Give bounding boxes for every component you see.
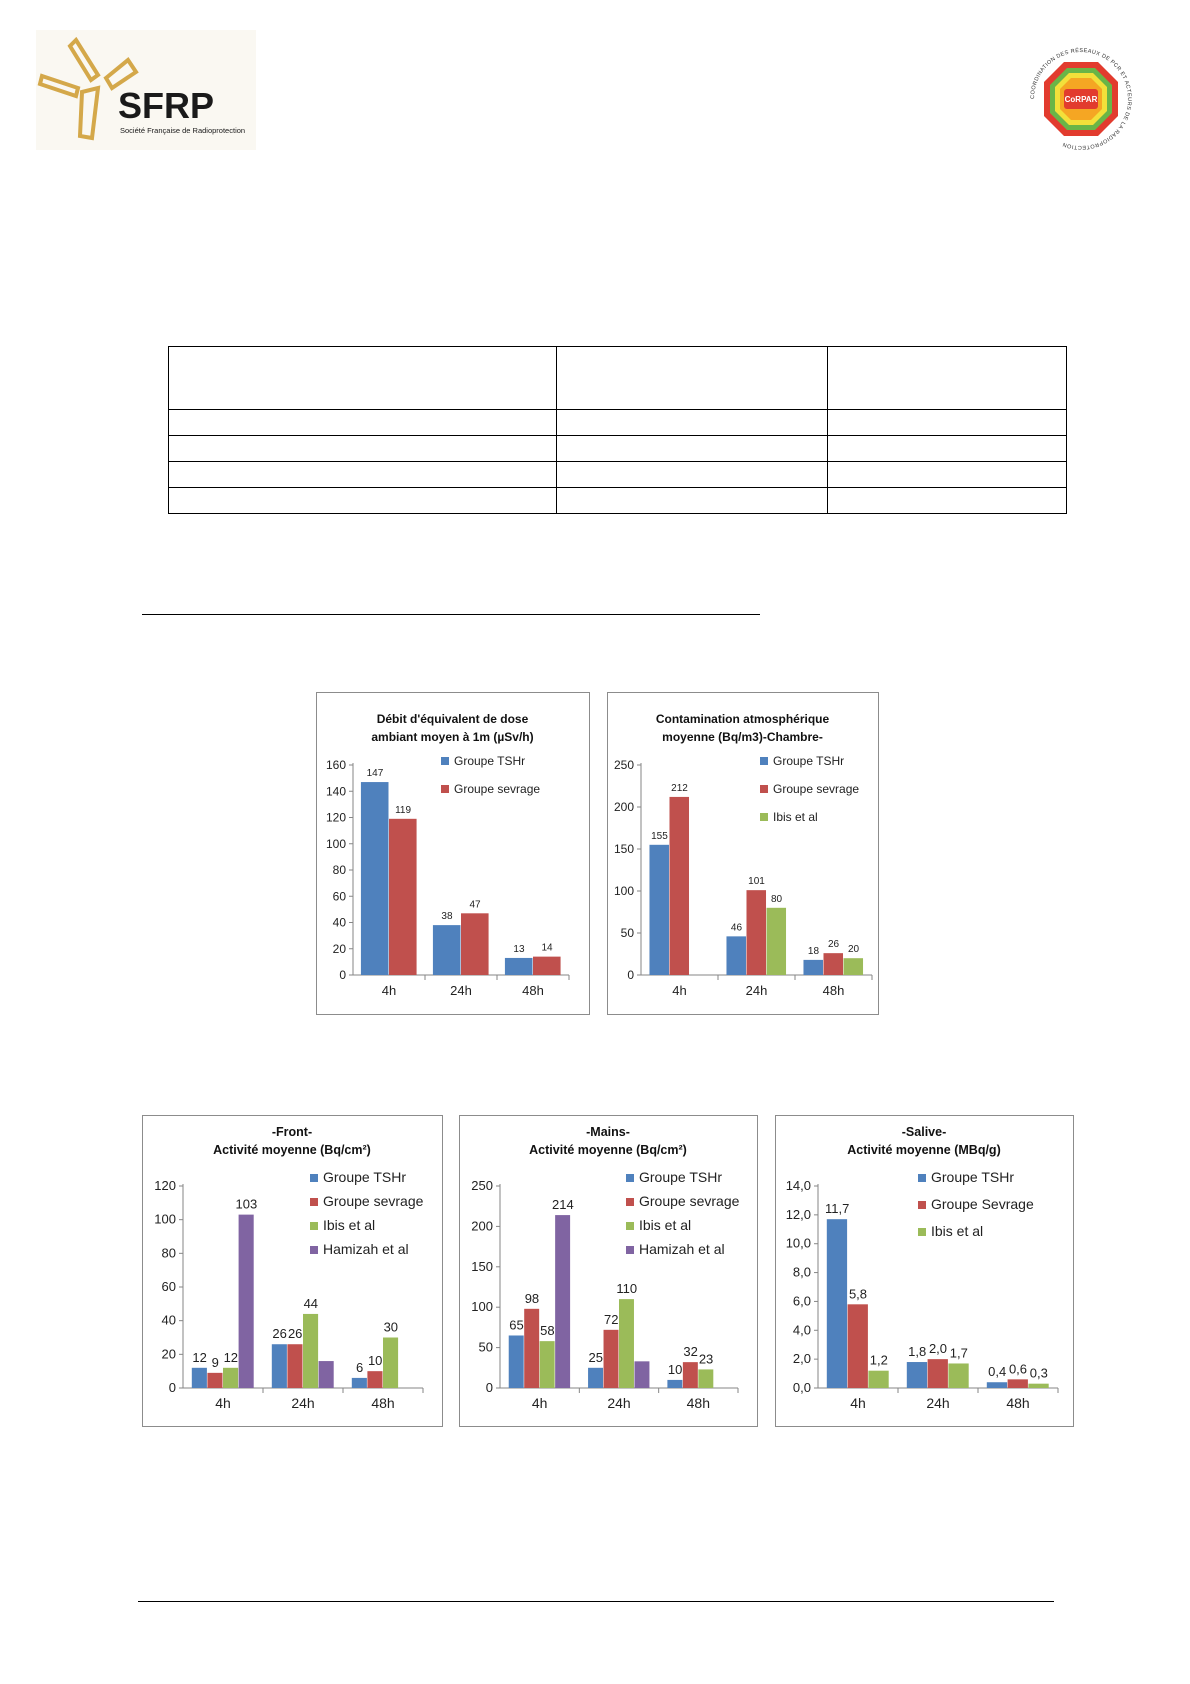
data-label: 119	[395, 804, 412, 816]
table-row	[169, 488, 1067, 514]
sfrp-logo-text: SFRP	[118, 85, 215, 126]
y-tick-label: 10,0	[785, 1235, 811, 1251]
data-label: 9	[211, 1354, 219, 1370]
legend-label: Groupe TSHr	[773, 754, 845, 768]
y-tick-label: 100	[613, 884, 634, 898]
bar	[361, 782, 389, 975]
legend-swatch	[760, 757, 768, 765]
bar	[726, 936, 746, 975]
y-tick-label: 0	[168, 1380, 176, 1395]
chart-title-line: -Front-	[271, 1125, 313, 1139]
legend-swatch	[918, 1228, 926, 1236]
chart-air-contamination-svg	[608, 693, 877, 1013]
bar	[848, 1304, 868, 1388]
chart-mains-svg	[460, 1116, 756, 1425]
data-label: 30	[383, 1319, 399, 1335]
data-label: 72	[604, 1311, 619, 1327]
chart-mains	[459, 1115, 758, 1427]
bar	[683, 1362, 698, 1388]
legend-label: Groupe TSHr	[454, 754, 526, 768]
data-label: 38	[441, 911, 453, 923]
x-tick-label: 24h	[926, 1395, 950, 1411]
bar	[239, 1215, 254, 1388]
data-label: 25	[588, 1349, 604, 1365]
bar	[223, 1368, 238, 1388]
y-tick-label: 6,0	[792, 1293, 811, 1309]
y-tick-label: 20	[332, 941, 346, 956]
x-tick-label: 4h	[381, 983, 397, 998]
data-label: 12	[223, 1349, 239, 1365]
data-label: 65	[509, 1317, 524, 1333]
legend-label: Groupe sevrage	[639, 1193, 740, 1209]
bar	[823, 953, 843, 975]
legend-swatch	[310, 1198, 318, 1206]
legend-swatch	[918, 1174, 926, 1182]
sfrp-logo-subtitle: Société Française de Radioprotection	[120, 126, 246, 135]
bar	[555, 1215, 570, 1388]
bar	[1028, 1384, 1048, 1388]
data-label: 0,3	[1029, 1365, 1048, 1381]
chart-salive-svg	[776, 1116, 1072, 1425]
x-tick-label: 24h	[291, 1395, 315, 1411]
x-tick-label: 4h	[672, 983, 687, 998]
data-label: 11,7	[825, 1201, 850, 1217]
corpar-logo	[1026, 44, 1136, 154]
data-label: 14	[541, 942, 553, 954]
bar	[588, 1368, 603, 1388]
data-label: 10	[667, 1361, 683, 1377]
bar	[367, 1371, 382, 1388]
bar	[461, 913, 489, 975]
y-tick-label: 4,0	[792, 1322, 811, 1338]
bar	[207, 1373, 222, 1388]
data-label: 58	[540, 1323, 555, 1339]
legend-swatch	[310, 1222, 318, 1230]
y-tick-label: 150	[471, 1258, 493, 1274]
y-tick-label: 60	[161, 1279, 176, 1294]
chart-title-line: Contamination atmosphérique	[655, 712, 830, 726]
bar	[634, 1361, 649, 1388]
y-tick-label: 250	[613, 758, 634, 772]
x-tick-label: 24h	[450, 983, 472, 998]
chart-front	[142, 1115, 443, 1427]
bar	[192, 1368, 207, 1388]
y-tick-label: 80	[332, 863, 346, 877]
bar	[746, 890, 766, 975]
data-label: 147	[366, 768, 384, 780]
data-label: 47	[469, 899, 481, 911]
y-tick-label: 120	[154, 1178, 176, 1193]
data-label: 13	[513, 943, 525, 955]
bar	[649, 845, 669, 975]
legend-swatch	[760, 785, 768, 793]
bar	[767, 908, 787, 975]
sfrp-logo	[36, 30, 256, 150]
data-label: 23	[698, 1351, 714, 1367]
bar	[352, 1378, 367, 1388]
legend-label: Groupe TSHr	[931, 1169, 1014, 1185]
bar	[303, 1314, 318, 1388]
table-row	[169, 462, 1067, 488]
bar	[667, 1380, 682, 1388]
y-tick-label: 200	[613, 800, 634, 814]
bar	[1008, 1379, 1028, 1388]
chart-title-line: ambiant moyen à 1m (µSv/h)	[371, 730, 534, 744]
data-label: 0,6	[1008, 1361, 1028, 1377]
x-tick-label: 4h	[215, 1395, 231, 1411]
y-tick-label: 150	[613, 842, 634, 856]
data-label: 26	[272, 1326, 287, 1342]
legend-swatch	[626, 1174, 634, 1182]
data-label: 10	[367, 1353, 383, 1369]
legend-label: Hamizah et al	[639, 1241, 725, 1257]
y-tick-label: 100	[325, 836, 346, 851]
data-label: 155	[651, 830, 668, 842]
bar	[669, 797, 689, 975]
bar	[698, 1369, 713, 1388]
table-row	[169, 436, 1067, 462]
legend-swatch	[310, 1174, 318, 1182]
chart-title-line: -Mains-	[586, 1125, 630, 1139]
legend-swatch	[441, 785, 449, 793]
y-tick-label: 200	[471, 1218, 493, 1234]
data-label: 103	[235, 1196, 258, 1212]
y-tick-label: 160	[325, 758, 346, 772]
x-tick-label: 4h	[531, 1395, 548, 1411]
legend-label: Ibis et al	[773, 810, 818, 824]
x-tick-label: 48h	[1006, 1395, 1030, 1411]
legend-label: Groupe Sevrage	[931, 1196, 1034, 1212]
legend-label: Ibis et al	[323, 1217, 376, 1233]
chart-title-line: Activité moyenne (Bq/cm²)	[529, 1143, 687, 1157]
chart-title-line: Débit d'équivalent de dose	[376, 712, 529, 726]
bar	[619, 1299, 634, 1388]
data-label: 2,0	[928, 1341, 948, 1357]
legend-swatch	[760, 813, 768, 821]
data-label: 1,8	[908, 1344, 927, 1360]
x-tick-label: 24h	[745, 983, 768, 998]
bar	[505, 958, 533, 975]
legend-label: Ibis et al	[639, 1217, 692, 1233]
chart-dose-rate	[316, 692, 590, 1015]
data-label: 212	[671, 782, 688, 794]
legend-swatch	[310, 1246, 318, 1254]
data-label: 110	[616, 1281, 638, 1297]
legend-label: Hamizah et al	[323, 1241, 409, 1257]
chart-salive	[775, 1115, 1074, 1427]
legend-swatch	[626, 1246, 634, 1254]
y-tick-label: 100	[154, 1211, 176, 1227]
bar	[533, 957, 561, 975]
data-label: 101	[748, 876, 765, 888]
y-tick-label: 0	[627, 968, 634, 982]
y-tick-label: 40	[161, 1312, 176, 1328]
bar	[540, 1341, 555, 1388]
bar	[868, 1371, 888, 1388]
chart-title-line: moyenne (Bq/m3)-Chambre-	[662, 730, 823, 744]
data-label: 1,7	[949, 1345, 968, 1361]
legend-swatch	[626, 1198, 634, 1206]
data-label: 44	[303, 1295, 319, 1311]
legend-label: Groupe TSHr	[323, 1169, 406, 1185]
y-tick-label: 250	[471, 1178, 493, 1193]
y-tick-label: 80	[161, 1245, 176, 1261]
legend-label: Groupe TSHr	[639, 1169, 722, 1185]
chart-air-contamination	[607, 692, 879, 1015]
x-tick-label: 48h	[822, 983, 845, 998]
y-tick-label: 2,0	[792, 1351, 811, 1367]
chart-title-line: Activité moyenne (MBq/g)	[847, 1143, 1001, 1157]
y-tick-label: 20	[161, 1346, 176, 1362]
data-label: 214	[552, 1197, 574, 1213]
table-header-row	[169, 347, 1067, 410]
bar	[827, 1219, 847, 1388]
footer-line	[138, 1601, 1054, 1602]
x-tick-label: 4h	[850, 1395, 866, 1411]
y-tick-label: 0	[339, 968, 346, 982]
y-tick-label: 140	[325, 784, 346, 799]
legend-swatch	[441, 757, 449, 765]
x-tick-label: 48h	[686, 1395, 711, 1411]
y-tick-label: 14,0	[785, 1178, 811, 1193]
y-tick-label: 0,0	[792, 1380, 811, 1395]
bar	[319, 1361, 334, 1388]
data-label: 12	[192, 1349, 207, 1365]
y-tick-label: 50	[478, 1339, 493, 1355]
bar	[433, 925, 461, 975]
legend-swatch	[918, 1201, 926, 1209]
data-label: 26	[827, 939, 840, 951]
corpar-center-text: CoRPAR	[1064, 95, 1098, 104]
table-row	[169, 410, 1067, 436]
x-tick-label: 48h	[371, 1395, 395, 1411]
legend-label: Ibis et al	[931, 1223, 984, 1239]
data-label: 32	[683, 1344, 698, 1360]
x-tick-label: 24h	[607, 1395, 631, 1411]
bar	[389, 819, 417, 975]
bar	[907, 1362, 927, 1388]
y-tick-label: 12,0	[785, 1206, 811, 1222]
y-tick-label: 0	[485, 1380, 493, 1395]
data-label: 80	[770, 893, 783, 905]
bar	[844, 958, 864, 975]
chart-title-line: Activité moyenne (Bq/cm²)	[213, 1143, 371, 1157]
data-label: 1,2	[869, 1352, 888, 1368]
bar	[928, 1359, 948, 1388]
legend-swatch	[626, 1222, 634, 1230]
bar	[287, 1344, 302, 1388]
bar	[803, 960, 823, 975]
data-label: 5,8	[848, 1286, 868, 1302]
legend-label: Groupe sevrage	[773, 782, 860, 796]
bar	[272, 1344, 287, 1388]
y-tick-label: 8,0	[792, 1264, 811, 1280]
y-tick-label: 100	[471, 1299, 493, 1315]
data-label: 6	[355, 1359, 364, 1375]
chart-front-svg	[143, 1116, 441, 1425]
bar	[948, 1363, 968, 1388]
section-underline	[142, 614, 760, 615]
y-tick-label: 60	[332, 889, 346, 904]
bar	[524, 1309, 539, 1388]
bar	[383, 1338, 398, 1389]
data-label: 18	[807, 945, 820, 957]
data-label: 46	[730, 922, 743, 934]
chart-title-line: -Salive-	[901, 1125, 947, 1139]
bar	[604, 1330, 619, 1388]
legend-label: Groupe sevrage	[323, 1193, 424, 1209]
x-tick-label: 48h	[522, 983, 544, 998]
y-tick-label: 40	[332, 915, 346, 930]
bar	[509, 1335, 524, 1388]
legend-label: Groupe sevrage	[454, 782, 541, 796]
y-tick-label: 50	[620, 926, 634, 940]
data-label: 0,4	[988, 1364, 1007, 1380]
bar	[987, 1382, 1007, 1388]
corpar-ring-text: COORDINATION DES RÉSEAUX DE PCR ET ACTEURS DE LA RADIOPROTECTION	[1029, 47, 1133, 151]
y-tick-label: 120	[325, 810, 346, 825]
chart-dose-rate-svg	[317, 693, 588, 1013]
data-label: 26	[287, 1326, 303, 1342]
data-label: 20	[847, 944, 860, 956]
data-label: 98	[524, 1290, 540, 1306]
empty-table	[168, 346, 1067, 514]
